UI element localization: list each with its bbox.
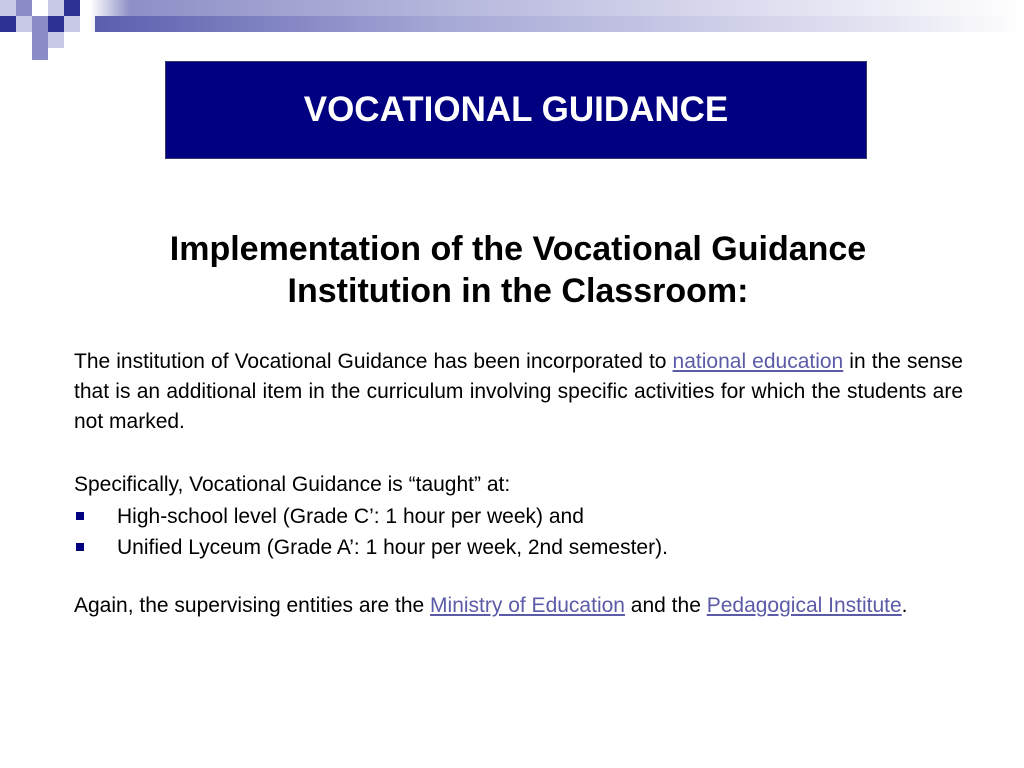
decor-square — [32, 32, 48, 48]
decor-square — [48, 16, 64, 32]
paragraph-taught-at: Specifically, Vocational Guidance is “taught” at: — [74, 473, 511, 496]
subtitle-line: Implementation of the Vocational Guidance — [169, 230, 867, 268]
slide-subtitle — [60, 228, 976, 312]
decor-square — [32, 16, 48, 32]
slide-title-box — [165, 61, 867, 159]
list-item-text: High-school level (Grade C’: 1 hour per week) and — [117, 505, 584, 528]
paragraph-text: The institution of Vocational Guidance has been incorporated to — [74, 350, 673, 373]
decor-square — [32, 48, 48, 60]
ministry-of-education-link[interactable]: Ministry of Education — [430, 594, 625, 617]
slide-title: VOCATIONAL GUIDANCE — [303, 90, 729, 129]
paragraph-text: Again, the supervising entities are the — [74, 594, 431, 617]
list-item — [74, 532, 963, 563]
decor-square — [0, 0, 16, 16]
header-gradient-line — [95, 16, 1024, 32]
square-bullet-icon — [76, 512, 84, 520]
list-item-text: Unified Lyceum (Grade A’: 1 hour per week, 2nd semester). — [117, 536, 668, 559]
bullet-list — [74, 501, 963, 563]
square-bullet-icon — [76, 543, 84, 551]
paragraph-curriculum — [74, 347, 963, 437]
decor-square — [64, 0, 80, 16]
pedagogical-institute-link[interactable]: Pedagogical Institute — [706, 594, 902, 617]
decor-square — [48, 0, 64, 16]
paragraph-text: in the sense that is an additional item in the curriculum involving specific activities for which the students are not marked. — [74, 350, 963, 433]
decor-square — [0, 16, 16, 32]
list-item — [74, 501, 963, 532]
decor-square — [48, 32, 64, 48]
decor-square — [16, 16, 32, 32]
paragraph-text: and the — [624, 594, 707, 617]
decor-square — [16, 0, 32, 16]
paragraph-text: . — [901, 594, 908, 617]
subtitle-line: Institution in the Classroom: — [287, 272, 749, 310]
paragraph-supervising — [74, 592, 963, 619]
decor-square — [64, 16, 80, 32]
national-education-link[interactable]: national education — [672, 350, 844, 373]
